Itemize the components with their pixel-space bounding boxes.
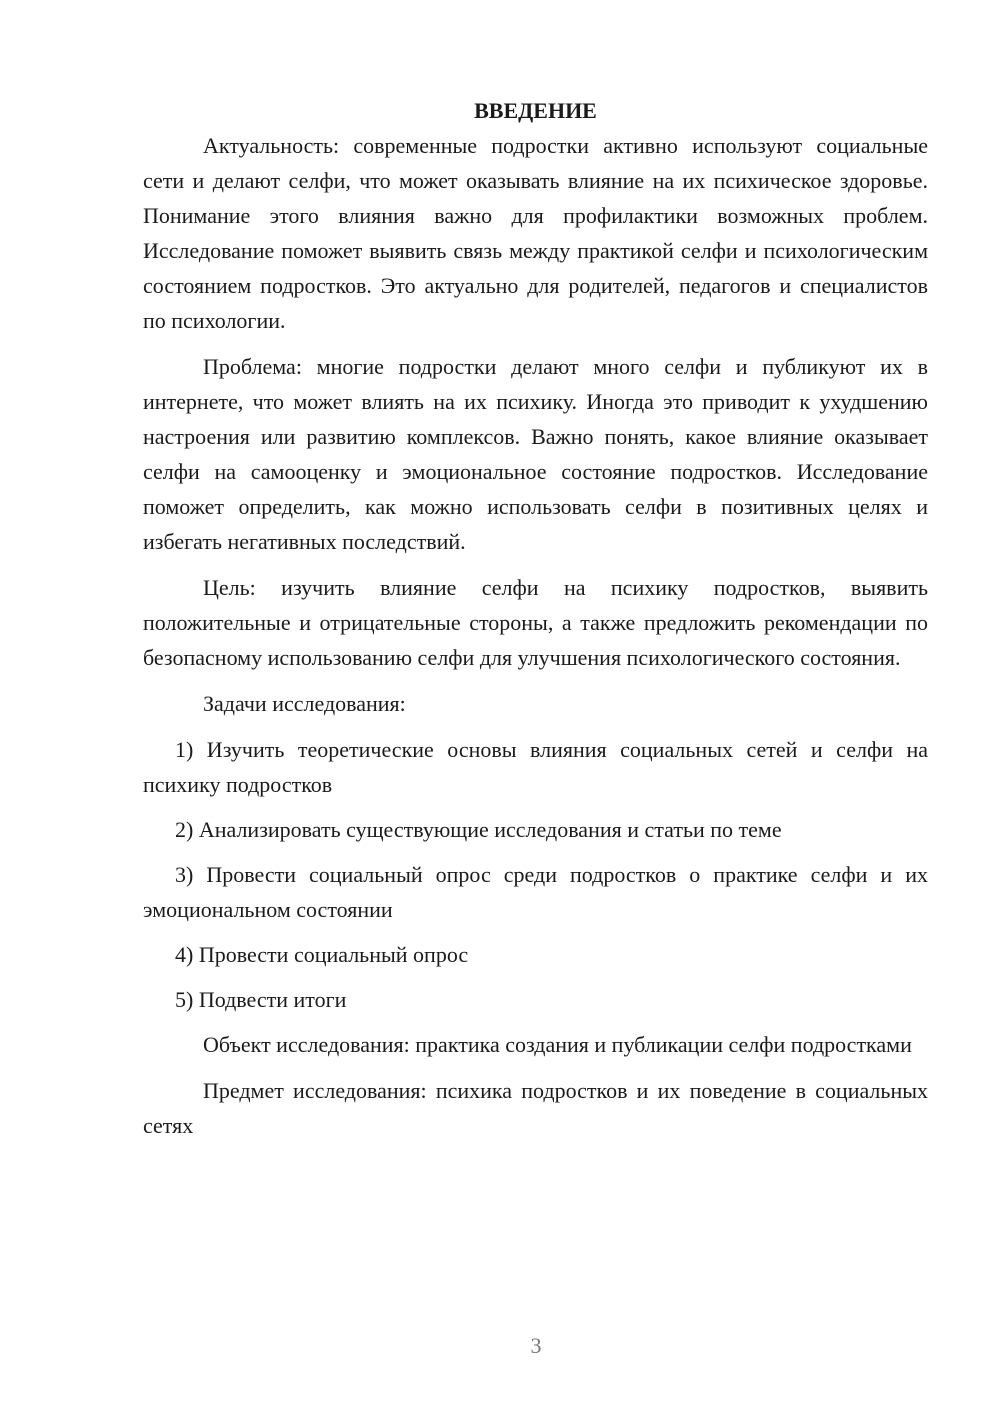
tasks-title: Задачи исследования: (203, 691, 406, 716)
task-item-4: 4) Провести социальный опрос (175, 942, 469, 967)
task-item-5: 5) Подвести итоги (175, 987, 347, 1012)
object-paragraph: Объект исследования: практика создания и публикации селфи подростками (203, 1032, 912, 1057)
page-number: 3 (530, 1333, 542, 1358)
task-item-1: 1) Изучить теоретические основы влияния социальных сетей и селфи на психику подростков (143, 737, 928, 797)
problem-paragraph: Проблема: многие подростки делают много селфи и публикуют их в интернете, что может влиять на их психику. Иногда это приводит к ухудшению настроения или развитию комплексов. Важно понять, какое влияние оказывает селфи на самооценку и эмоциональное состояние подростков. Исследование поможет определить, как можно использовать селфи в позитивных целях и избегать негативных последствий. (143, 354, 928, 554)
subject-paragraph: Предмет исследования: психика подростков и их поведение в социальных сетях (143, 1078, 928, 1138)
page-content (143, 93, 928, 1154)
task-item-3: 3) Провести социальный опрос среди подростков о практике селфи и их эмоциональном состоянии (143, 862, 928, 922)
task-item-2: 2) Анализировать существующие исследования и статьи по теме (175, 817, 782, 842)
goal-paragraph: Цель: изучить влияние селфи на психику подростков, выявить положительные и отрицательные стороны, а также предложить рекомендации по безопасному использованию селфи для улучшения психологического состояния. (143, 575, 928, 670)
section-heading: ВВЕДЕНИЕ (474, 98, 597, 123)
relevance-paragraph: Актуальность: современные подростки активно используют социальные сети и делают селфи, что может оказывать влияние на их психическое здоровье. Понимание этого влияния важно для профилактики возможных проблем. Исследование поможет выявить связь между практикой селфи и психологическим состоянием подростков. Это актуально для родителей, педагогов и специалистов по психологии. (143, 133, 928, 333)
